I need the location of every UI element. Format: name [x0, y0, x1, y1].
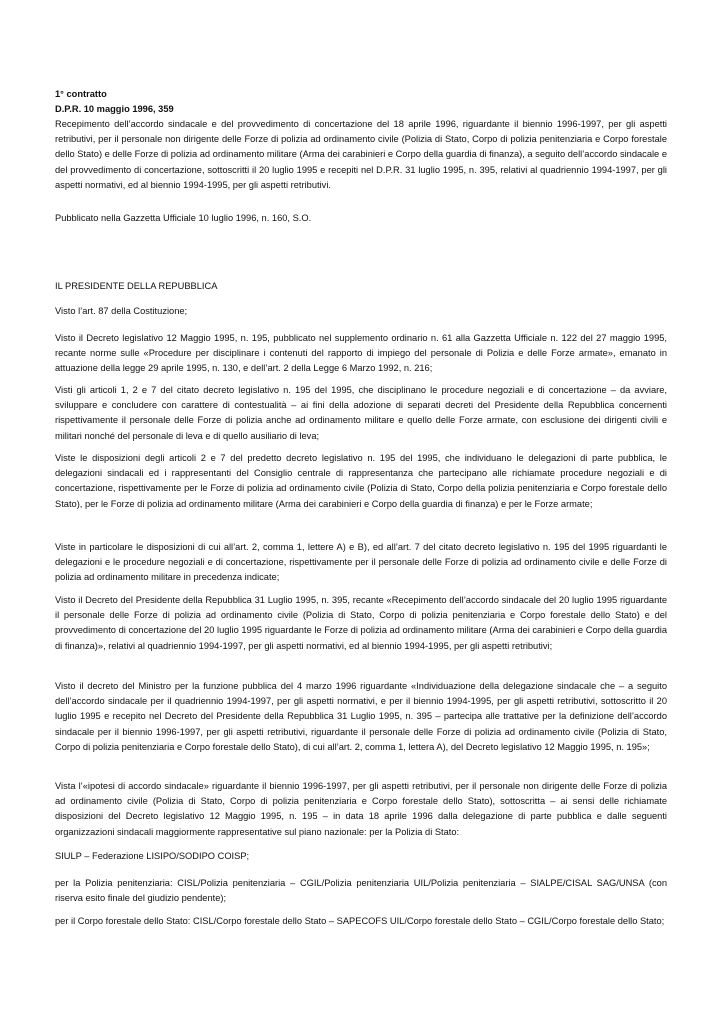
- publication-note: Pubblicato nella Gazzetta Ufficiale 10 luglio 1996, n. 160, S.O.: [55, 213, 312, 223]
- paragraph-articoli-2-7: Viste le disposizioni degli articoli 2 e 7 del predetto decreto legislativo n. 195 del 1995, che individuano le delegazioni di parte pubblica, le delegazioni sindacali ed i rappresentanti del Consiglio centrale di rappresentanza che partecipano alle richiamate procedure negoziali e di concertazione, rispettivamente per le Forze di polizia ad ordinamento civile (Polizia di Stato, Corpo della polizia penitenziaria e Corpo forestale dello Stato), per le Forze di polizia ad ordinamento militare (Arma dei carabinieri e Corpo della guardia di finanza) e per le Forze armate;: [55, 453, 667, 509]
- paragraph-decreto-ministro: Visto il decreto del Ministro per la funzione pubblica del 4 marzo 1996 riguardante «Individuazione della delegazione sindacale che – a seguito dell’accordo sindacale per il quadriennio 1994-1997, per gli aspetti normativi, e per il biennio 1994-1995, per gli aspetti retributivi, sottoscritto il 20 luglio 1995 e recepito nel Decreto del Presidente della Repubblica 31 Luglio 1995, n. 395 – partecipa alle trattative per la definizione dell’accordo sindacale per il biennio 1996-1997, per gli aspetti retributivi, riguardante il personale delle Forze di polizia ad ordinamento civile (Polizia di Stato, Corpo di polizia penitenziaria e Corpo forestale dello Stato), di cui all’art. 2, comma 1, lettera A), del Decreto legislativo 12 Maggio 1995, n. 195»;: [55, 681, 667, 752]
- paragraph-costituzione: Visto l’art. 87 della Costituzione;: [55, 306, 188, 316]
- paragraph-dpr-395: Visto il Decreto del Presidente della Repubblica 31 Luglio 1995, n. 395, recante «Recepimento dell’accordo sindacale del 20 luglio 1995 riguardante il personale delle Forze di polizia ad ordinamento civile (Polizia di Stato, Corpo di polizia penitenziaria e Corpo forestale dello Stato) e del provvedimento di concertazione del 20 luglio 1995 riguardante le Forze di polizia ad ordinamento militare (Arma dei carabinieri e Corpo della guardia di finanza)», relativi al quadriennio 1994-1997, per gli aspetti normativi, ed al biennio 1994-1995, per gli aspetti retributivi;: [55, 595, 667, 651]
- paragraph-ipotesi-accordo: Vista l’«ipotesi di accordo sindacale» riguardante il biennio 1996-1997, per gli aspetti retributivi, per il personale non dirigente delle Forze di polizia ad ordinamento civile (Polizia di Stato, Corpo di polizia penitenziaria e Corpo forestale dello Stato), sottoscritta – ai sensi delle richiamate disposizioni del Decreto legislativo 12 Maggio 1995, n. 195 – in data 18 aprile 1996 dalla delegazione di parte pubblica e dalle seguenti organizzazioni sindacali maggiormente rappresentative sul piano nazionale: per la Polizia di Stato:: [55, 781, 667, 837]
- president-heading: IL PRESIDENTE DELLA REPUBBLICA: [55, 281, 218, 291]
- paragraph-decreto-195: Visto il Decreto legislativo 12 Maggio 1995, n. 195, pubblicato nel supplemento ordinario n. 61 alla Gazzetta Ufficiale n. 122 del 27 maggio 1995, recante norme sulle «Procedure per disciplinare i contenuti del rapporto di impiego del personale di Polizia e delle Forze armate», emanato in attuazione della legge 29 aprile 1995, n. 130, e dell’art. 2 della Legge 6 Marzo 1992, n. 216;: [55, 333, 667, 374]
- paragraph-polizia-penitenziaria: per la Polizia penitenziaria: CISL/Polizia penitenziaria – CGIL/Polizia penitenziaria UIL/Polizia penitenziaria – SIALPE/CISAL SAG/UNSA (con riserva esito finale del giudizio pendente);: [55, 878, 667, 904]
- paragraph-art-2-comma-1: Viste in particolare le disposizioni di cui all’art. 2, comma 1, lettere A) e B), ed all’art. 7 del citato decreto legislativo n. 195 del 1995 riguardanti le delegazioni e le procedure negoziali e di concertazione, rispettivamente per il personale delle Forze di polizia ad ordinamento civile e delle Forze di polizia ad ordinamento militare in precedenza indicate;: [55, 542, 667, 583]
- paragraph-articoli-1-2-7: Visti gli articoli 1, 2 e 7 del citato decreto legislativo n. 195 del 1995, che disciplinano le procedure negoziali e di concertazione – da avviare, sviluppare e concludere con carattere di contestualità – ai fini della adozione di separati decreti del Presidente della Repubblica concernenti rispettivamente il personale delle Forze di polizia anche ad ordinamento militare e quello delle Forze armate, con esclusione dei dirigenti civili e militari nonché del personale di leva e di quello ausiliario di leva;: [55, 385, 667, 441]
- contract-label: 1° contratto: [55, 89, 107, 99]
- paragraph-siulp: SIULP – Federazione LISIPO/SODIPO COISP;: [55, 851, 250, 861]
- paragraph-corpo-forestale: per il Corpo forestale dello Stato: CISL/Corpo forestale dello Stato – SAPECOFS UIL/Corpo forestale dello Stato – CGIL/Corpo forestale dello Stato;: [55, 916, 665, 926]
- decree-summary: Recepimento dell’accordo sindacale e del provvedimento di concertazione del 18 aprile 1996, riguardante il biennio 1996-1997, per gli aspetti retributivi, per il personale non dirigente delle Forze di polizia ad ordinamento civile (Polizia di Stato, Corpo di polizia penitenziaria e Corpo forestale dello Stato) e delle Forze di polizia ad ordinamento militare (Arma dei carabinieri e Corpo della guardia di finanza), a seguito dell’accordo sindacale e del provvedimento di concertazione, sottoscritti il 20 luglio 1995 e recepiti nel D.P.R. 31 luglio 1995, n. 395, relativi al quadriennio 1994-1997, per gli aspetti normativi, ed al biennio 1994-1995, per gli aspetti retributivi.: [55, 119, 667, 190]
- decree-reference: D.P.R. 10 maggio 1996, 359: [55, 104, 174, 114]
